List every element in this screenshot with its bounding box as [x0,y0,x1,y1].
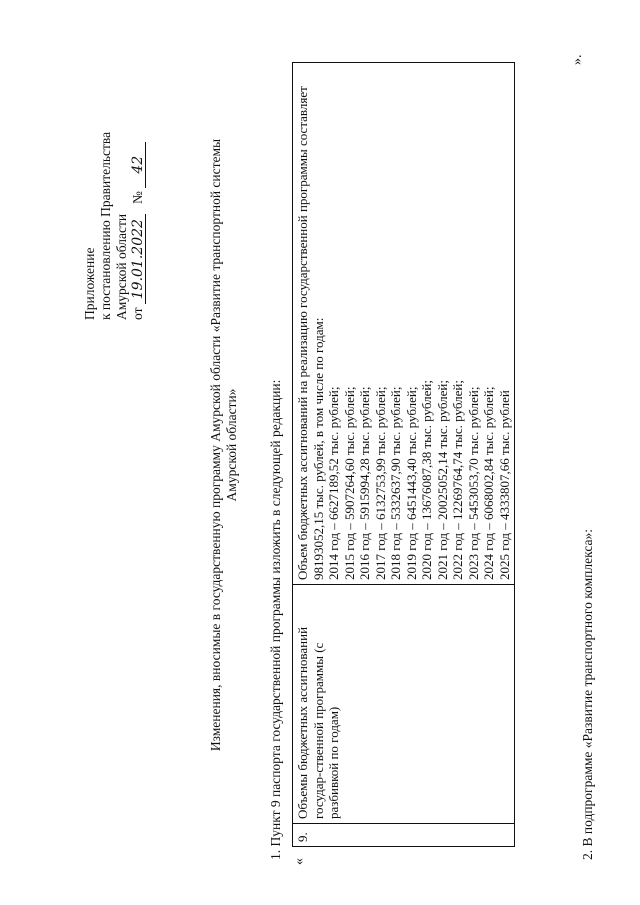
table-row [293,63,515,847]
year-line: 2023 год – 5453053,70 тыс. рублей; [465,386,481,580]
number-value: 42 [131,142,146,188]
title-line-2: Амурской области» [224,388,239,502]
document-page [30,25,610,865]
row-label: Объемы бюджетных ассигнований государ-ственной программы (с разбивкой по годам) [293,585,515,824]
quote-close: ». [570,54,585,65]
title-line-1: Изменения, вносимые в государственную программу Амурской области «Развитие транспортной системы [208,138,223,752]
year-line: 2019 год – 6451443,40 тыс. рублей; [403,386,419,580]
item-1-text: 1. Пункт 9 паспорта государственной программы изложить в следующей редакции: [268,379,283,860]
row-value [293,63,515,585]
appendix-line-region: Амурской области [114,213,129,320]
year-line: 2020 год – 13676087,38 тыс. рублей; [419,380,434,580]
year-line: 2024 год – 6068002,84 тыс. рублей; [481,386,496,580]
appendix-title: Приложение [82,247,97,320]
number-label: № [130,191,145,205]
year-line: 2014 год – 6627189,52 тыс. рублей; [326,386,341,580]
year-line: 2025 год – 4333807,66 тыс. рублей [496,390,512,580]
appendix-line-resolution: к постановлению Правительства [98,131,113,320]
year-line: 2016 год – 5915994,28 тыс. рублей; [357,386,372,580]
passport-table [292,62,515,847]
appendix-date-line [130,30,146,320]
from-label: от [130,307,145,320]
year-line: 2015 год – 5907264,60 тыс. рублей; [341,386,357,580]
year-line: 2022 год – 12269764,74 тыс. рублей; [450,380,465,580]
year-line: 2021 год – 20025052,14 тыс. рублей; [434,380,450,580]
year-line: 2017 год – 6132753,99 тыс. рублей; [372,386,388,580]
quote-open: « [292,858,307,865]
item-2-text: 2. В подпрограмме «Развитие транспортного комплекса»: [580,529,595,860]
document-title [208,25,240,865]
appendix-block [82,30,146,320]
date-value: 19.01.2022 [131,214,146,304]
value-intro: Объем бюджетных ассигнований на реализацию государственной программы составляет 98193052,15 тыс. рублей, в том числе по годам: [295,86,326,580]
row-number: 9. [293,824,515,847]
year-line: 2018 год – 5332637,90 тыс. рублей; [388,386,403,580]
